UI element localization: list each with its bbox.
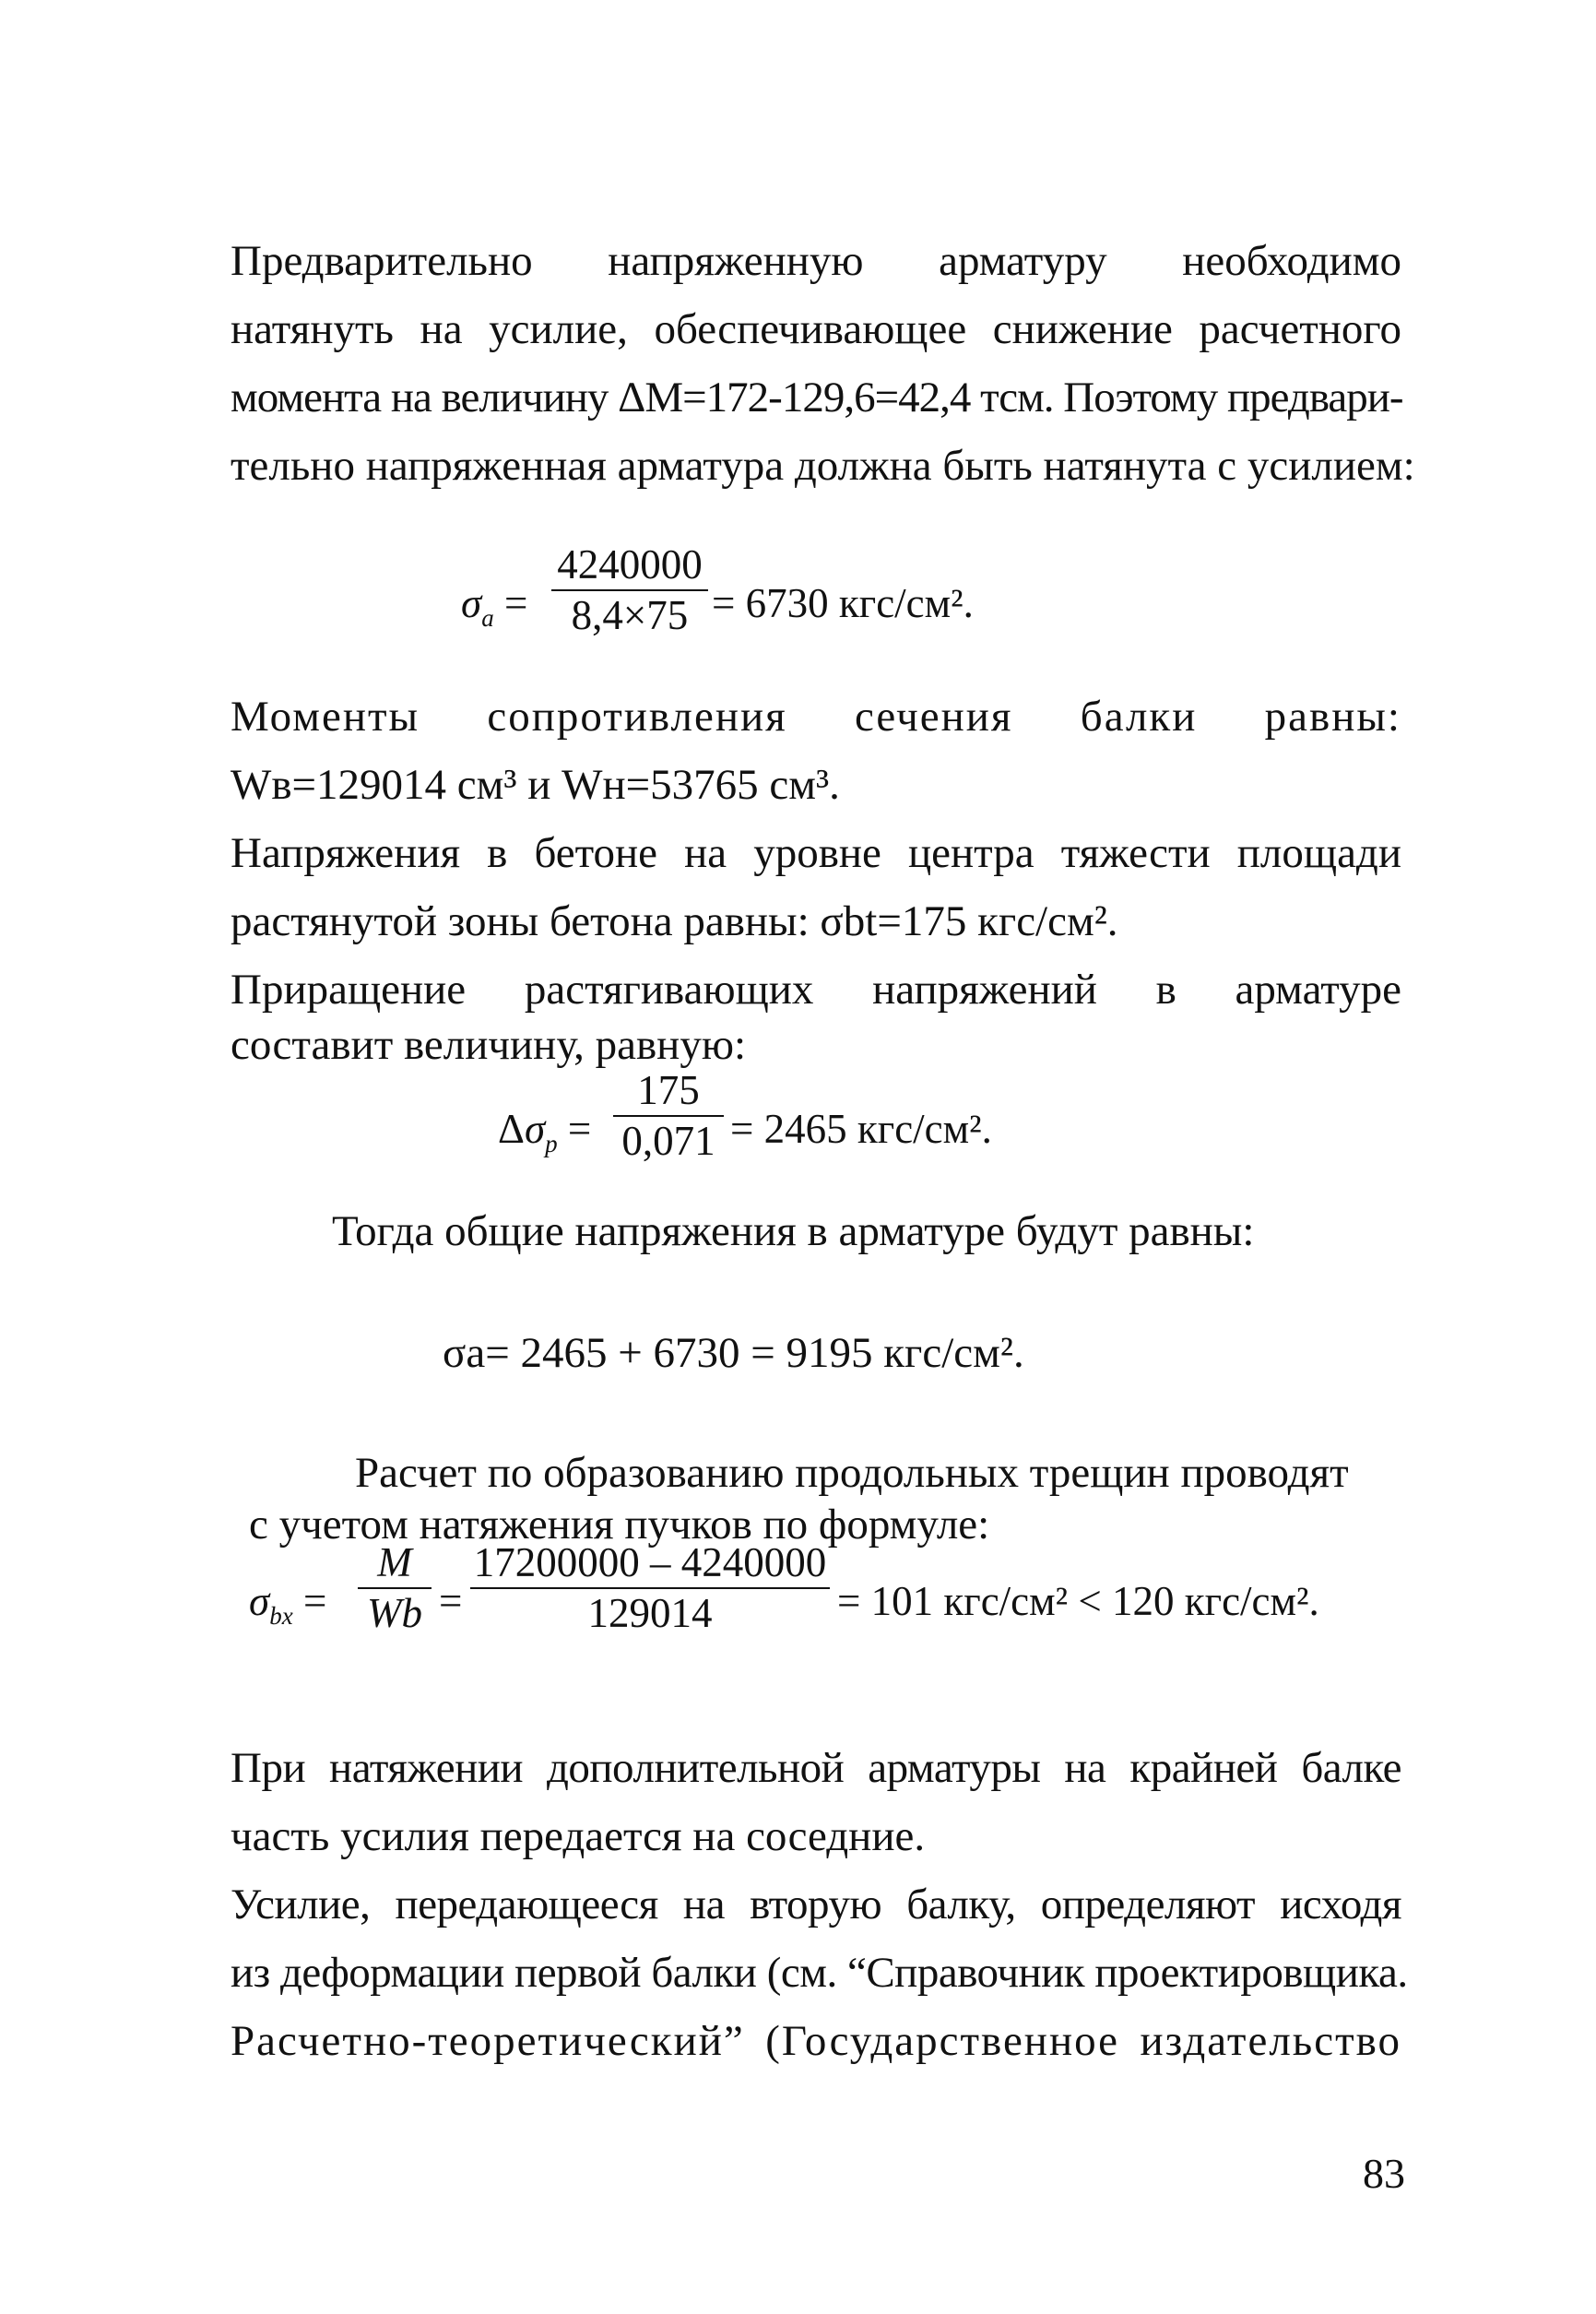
page-number: 83 (1363, 2150, 1405, 2197)
text-line: Моменты сопротивления сечения балки равны: (231, 693, 1401, 741)
denominator: 129014 (587, 1590, 713, 1636)
formula-rhs: = 6730 кгс/см². (712, 580, 974, 626)
text-line: составит величину, равную: (231, 1021, 746, 1069)
numerator: 17200000 – 4240000 (473, 1539, 827, 1585)
text-line: Напряжения в бетоне на уровне центра тяжести площади (231, 829, 1401, 877)
equals-sign: = (439, 1578, 463, 1624)
fraction-bar (613, 1115, 724, 1117)
paragraph-5: Тогда общие напряжения в арматуре будут равны: (332, 1207, 1255, 1255)
formula-rhs: = 101 кгс/см² < 120 кгс/см². (837, 1578, 1319, 1624)
denominator: 0,071 (621, 1118, 715, 1164)
formula-sigma-bx: $\sigma_{bx}$ = M Wb = 17200000 – 4240000 129014 = 101 кгс/см² < 120 кгс/см². (249, 1539, 1319, 1636)
text-line: натянуть на усилие, обеспечивающее снижение расчетного (231, 305, 1401, 353)
text-line: тельно напряженная арматура должна быть натянута с усилием: (231, 442, 1415, 490)
fraction-bar (358, 1587, 432, 1589)
formula-total-sigma: σa= 2465 + 6730 = 9195 кгс/см². (443, 1329, 1024, 1377)
text-line: Предварительно напряженную арматуру необходимо (231, 237, 1401, 285)
numerator: M (377, 1539, 412, 1585)
text-line: с учетом натяжения пучков по формуле: (249, 1501, 990, 1549)
text-line: часть усилия передается на соседние. (231, 1812, 926, 1860)
fraction-bar (470, 1587, 830, 1589)
denominator: 8,4×75 (571, 592, 689, 638)
formula-rhs: = 2465 кгс/см². (730, 1106, 992, 1152)
formula-sigma-a: $\sigma_a$ = 4240000 8,4×75 = 6730 кгс/см². (461, 541, 974, 638)
text-line: Расчетно-теоретический” (Государственное издательство (231, 2017, 1401, 2065)
text-line: При натяжении дополнительной арматуры на крайней балке (231, 1744, 1401, 1792)
denominator: Wb (367, 1590, 422, 1636)
text-line: растянутой зоны бетона равны: σbt=175 кгс/см². (231, 897, 1118, 945)
numerator: 175 (637, 1067, 700, 1113)
fraction-bar (551, 589, 708, 591)
text-line: из деформации первой балки (см. “Справочник проектировщика. (231, 1949, 1408, 1997)
text-line: Расчет по образованию продольных трещин проводят (355, 1449, 1349, 1497)
text-line: Приращение растягивающих напряжений в арматуре (231, 966, 1401, 1014)
text-line: Wв=129014 см³ и Wн=53765 см³. (231, 761, 840, 809)
numerator: 4240000 (557, 541, 703, 587)
text-line: момента на величину ΔM=172-129,6=42,4 тсм. Поэтому предвари- (231, 374, 1403, 421)
text-line: Усилие, передающееся на вторую балку, определяют исходя (231, 1881, 1401, 1928)
formula-delta-sigma: $\Delta\sigma_p$ = 175 0,071 = 2465 кгс/см². (498, 1067, 992, 1164)
